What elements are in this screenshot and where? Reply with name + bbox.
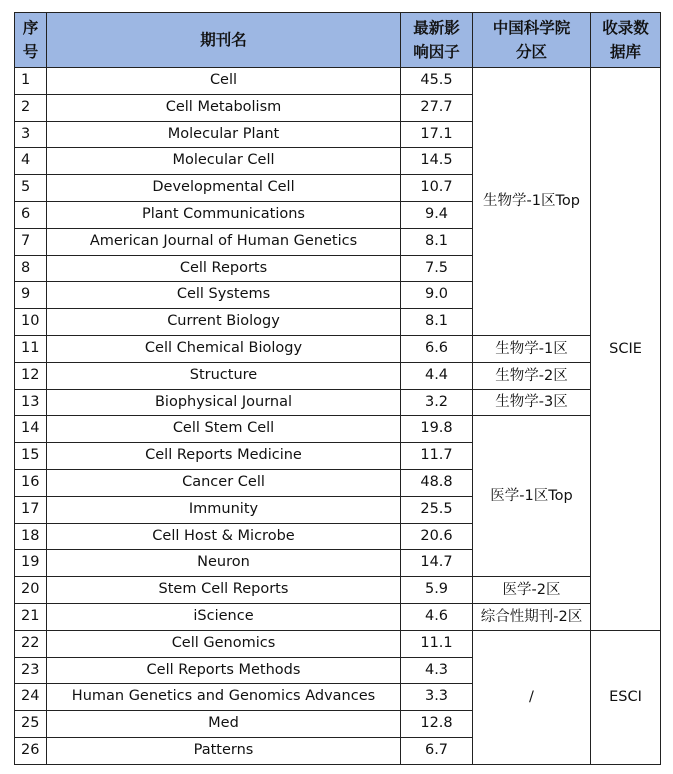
journal-name: Cell Genomics (47, 630, 401, 657)
cas-zone: 生物学-2区 (473, 362, 591, 389)
journal-name: iScience (47, 603, 401, 630)
impact-factor: 4.6 (401, 603, 473, 630)
impact-factor: 3.2 (401, 389, 473, 416)
journal-name: Cell Chemical Biology (47, 335, 401, 362)
impact-factor: 19.8 (401, 416, 473, 443)
indexing-database: ESCI (591, 630, 661, 764)
impact-factor: 25.5 (401, 496, 473, 523)
impact-factor: 27.7 (401, 94, 473, 121)
impact-factor: 5.9 (401, 577, 473, 604)
row-index: 7 (15, 228, 47, 255)
impact-factor: 8.1 (401, 228, 473, 255)
header-cas-zone: 中国科学院 分区 (473, 13, 591, 68)
impact-factor: 4.4 (401, 362, 473, 389)
journal-table (14, 12, 661, 765)
journal-name: Cancer Cell (47, 469, 401, 496)
row-index: 12 (15, 362, 47, 389)
cas-zone: 医学-1区Top (473, 416, 591, 577)
table-row (15, 630, 661, 657)
row-index: 2 (15, 94, 47, 121)
row-index: 13 (15, 389, 47, 416)
journal-name: Cell Stem Cell (47, 416, 401, 443)
impact-factor: 11.7 (401, 443, 473, 470)
cas-zone: 生物学-1区 (473, 335, 591, 362)
header-journal-name: 期刊名 (47, 13, 401, 68)
journal-name: Molecular Plant (47, 121, 401, 148)
impact-factor: 14.7 (401, 550, 473, 577)
row-index: 5 (15, 175, 47, 202)
row-index: 26 (15, 737, 47, 764)
table-row (15, 389, 661, 416)
table-row (15, 416, 661, 443)
journal-name: Stem Cell Reports (47, 577, 401, 604)
row-index: 10 (15, 309, 47, 336)
journal-name: Immunity (47, 496, 401, 523)
header-row (15, 13, 661, 68)
row-index: 15 (15, 443, 47, 470)
table-row (15, 603, 661, 630)
journal-name: Cell Reports (47, 255, 401, 282)
indexing-database: SCIE (591, 68, 661, 631)
row-index: 17 (15, 496, 47, 523)
row-index: 19 (15, 550, 47, 577)
impact-factor: 8.1 (401, 309, 473, 336)
row-index: 24 (15, 684, 47, 711)
row-index: 4 (15, 148, 47, 175)
cas-zone: 综合性期刊-2区 (473, 603, 591, 630)
impact-factor: 9.0 (401, 282, 473, 309)
cas-zone: / (473, 630, 591, 764)
row-index: 11 (15, 335, 47, 362)
row-index: 18 (15, 523, 47, 550)
journal-name: Developmental Cell (47, 175, 401, 202)
journal-name: Structure (47, 362, 401, 389)
impact-factor: 3.3 (401, 684, 473, 711)
journal-name: Biophysical Journal (47, 389, 401, 416)
journal-name: Cell Host & Microbe (47, 523, 401, 550)
table-row (15, 335, 661, 362)
impact-factor: 45.5 (401, 68, 473, 95)
table-body (15, 68, 661, 765)
row-index: 9 (15, 282, 47, 309)
impact-factor: 14.5 (401, 148, 473, 175)
impact-factor: 7.5 (401, 255, 473, 282)
impact-factor: 9.4 (401, 201, 473, 228)
header-impact-factor: 最新影 响因子 (401, 13, 473, 68)
row-index: 8 (15, 255, 47, 282)
journal-table-container (14, 12, 661, 765)
impact-factor: 10.7 (401, 175, 473, 202)
table-row (15, 362, 661, 389)
row-index: 22 (15, 630, 47, 657)
row-index: 21 (15, 603, 47, 630)
impact-factor: 6.7 (401, 737, 473, 764)
journal-name: Patterns (47, 737, 401, 764)
journal-name: Cell Metabolism (47, 94, 401, 121)
row-index: 6 (15, 201, 47, 228)
impact-factor: 4.3 (401, 657, 473, 684)
journal-name: Cell (47, 68, 401, 95)
impact-factor: 6.6 (401, 335, 473, 362)
journal-name: Med (47, 711, 401, 738)
impact-factor: 11.1 (401, 630, 473, 657)
header-index: 序 号 (15, 13, 47, 68)
journal-name: Plant Communications (47, 201, 401, 228)
header-database: 收录数 据库 (591, 13, 661, 68)
table-row (15, 577, 661, 604)
impact-factor: 48.8 (401, 469, 473, 496)
row-index: 14 (15, 416, 47, 443)
cas-zone: 医学-2区 (473, 577, 591, 604)
row-index: 16 (15, 469, 47, 496)
journal-name: American Journal of Human Genetics (47, 228, 401, 255)
journal-name: Human Genetics and Genomics Advances (47, 684, 401, 711)
journal-name: Molecular Cell (47, 148, 401, 175)
journal-name: Current Biology (47, 309, 401, 336)
journal-name: Cell Systems (47, 282, 401, 309)
table-row (15, 68, 661, 95)
impact-factor: 12.8 (401, 711, 473, 738)
row-index: 25 (15, 711, 47, 738)
row-index: 1 (15, 68, 47, 95)
journal-name: Cell Reports Methods (47, 657, 401, 684)
impact-factor: 20.6 (401, 523, 473, 550)
cas-zone: 生物学-1区Top (473, 68, 591, 336)
row-index: 3 (15, 121, 47, 148)
journal-name: Cell Reports Medicine (47, 443, 401, 470)
journal-name: Neuron (47, 550, 401, 577)
cas-zone: 生物学-3区 (473, 389, 591, 416)
impact-factor: 17.1 (401, 121, 473, 148)
row-index: 20 (15, 577, 47, 604)
row-index: 23 (15, 657, 47, 684)
